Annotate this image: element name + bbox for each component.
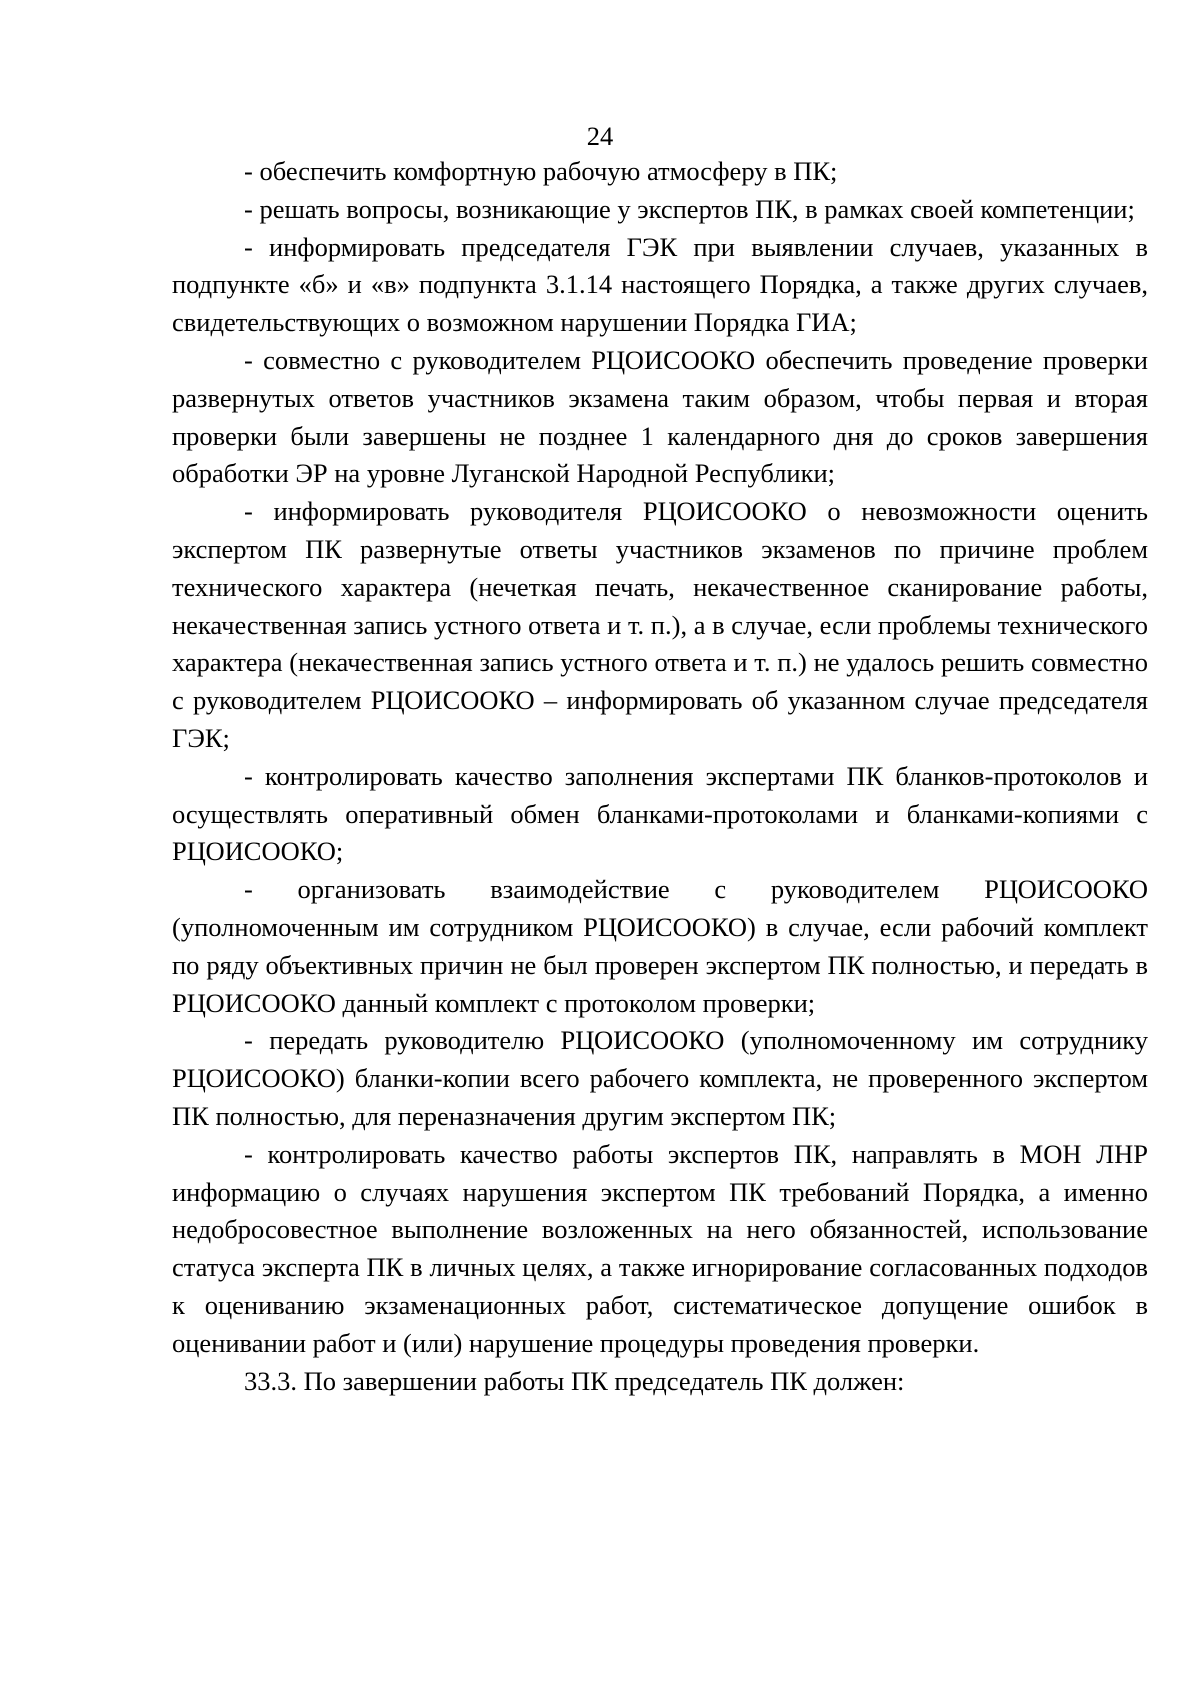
paragraph-organize-interaction: - организовать взаимодействие с руководителем РЦОИСООКО (уполномоченным им сотрудником РЦОИСООКО) в случае, если рабочий комплект по ряду объективных причин не был проверен экспертом ПК полностью, и передать в РЦОИСООКО данный комплект с протоколом проверки; [172,874,1148,1018]
document-body [172,153,1148,1400]
paragraph-control-quality: - контролировать качество работы экспертов ПК, направлять в МОН ЛНР информацию о случаях нарушения экспертом ПК требований Порядка, а именно недобросовестное выполнение возложенных на него обязанностей, использование статуса эксперта ПК в личных целях, а также игнорирование согласованных подходов к оцениванию экзаменационных работ, систематическое допущение ошибок в оценивании работ и (или) нарушение процедуры проведения проверки. [172,1138,1148,1358]
paragraph-comfortable-atmosphere: - обеспечить комфортную рабочую атмосферу в ПК; [244,156,838,186]
page-number: 24 [586,121,614,151]
paragraph-organize-checking: - совместно с руководителем РЦОИСООКО обеспечить проведение проверки развернутых ответов участников экзамена таким образом, чтобы первая и вторая проверки были завершены не позднее 1 календарного дня до сроков завершения обработки ЭР на уровне Луганской Народной Республики; [172,344,1148,489]
paragraph-control-protocols: - контролировать качество заполнения экспертами ПК бланков-протоколов и осуществлять оперативный обмен бланками-протоколами и бланками-копиями с РЦОИСООКО; [172,760,1148,867]
paragraph-inform-gek-chair: - информировать председателя ГЭК при выявлении случаев, указанных в подпункте «б» и «в» подпункта 3.1.14 настоящего Порядка, а также других случаев, свидетельствующих о возможном нарушении Порядка ГИА; [172,231,1148,338]
paragraph-section-33-3: 33.3. По завершении работы ПК председатель ПК должен: [244,1365,905,1396]
paragraph-transfer-copies: - передать руководителю РЦОИСООКО (уполномоченному им сотруднику РЦОИСООКО) бланки-копии всего рабочего комплекта, не проверенного экспертом ПК полностью, для переназначения другим экспертом ПК; [172,1025,1148,1131]
paragraph-resolve-questions: - решать вопросы, возникающие у экспертов ПК, в рамках своей компетенции; [244,193,1135,224]
paragraph-technical-problems: - информировать руководителя РЦОИСООКО о невозможности оценить экспертом ПК развернутые ответы участников экзаменов по причине проблем технического характера (нечеткая печать, некачественное сканирование работы, некачественная запись устного ответа и т. п.), а в случае, если проблемы технического характера (некачественная запись устного ответа и т. п.) не удалось решить совместно с руководителем РЦОИСООКО – информировать об указанном случае председателя ГЭК; [172,496,1148,753]
